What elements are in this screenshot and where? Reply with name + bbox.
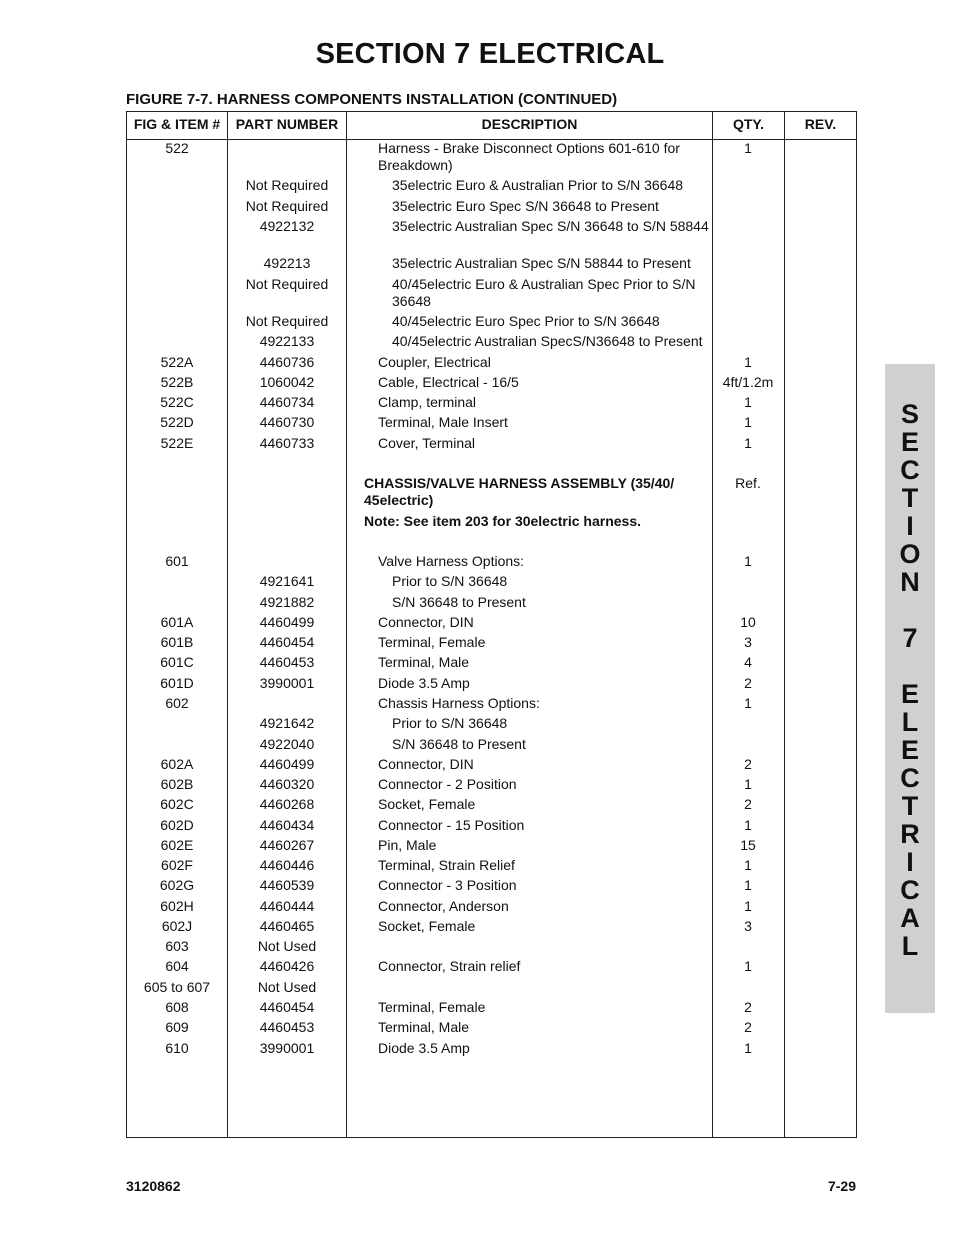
cell-part-number: 4460446	[259, 857, 315, 873]
cell-qty: 1	[744, 857, 752, 873]
cell-description: Terminal, Male	[378, 654, 470, 670]
column-divider	[346, 112, 347, 1137]
cell-part-number: 4460267	[259, 837, 315, 853]
cell-fig-item: 522B	[160, 374, 194, 390]
cell-description: Harness - Brake Disconnect Options 601-610 for Breakdown)	[378, 140, 680, 173]
section-tab-letter: C	[900, 763, 920, 793]
cell-qty: 3	[744, 634, 752, 650]
cell-description: Pin, Male	[378, 837, 437, 853]
section-tab-letter: T	[901, 791, 919, 821]
section-tab-letter: N	[900, 567, 920, 597]
cell-description: Diode 3.5 Amp	[378, 1040, 470, 1056]
cell-part-number: 4460499	[259, 614, 315, 630]
cell-part-number: 4460453	[259, 1019, 315, 1035]
cell-fig-item: 602B	[160, 776, 194, 792]
cell-description: Connector, Anderson	[378, 898, 509, 914]
column-divider	[784, 112, 785, 1137]
cell-part-number: 4460320	[259, 776, 315, 792]
cell-fig-item: 610	[165, 1040, 189, 1056]
cell-fig-item: 602C	[160, 796, 194, 812]
cell-fig-item: 608	[165, 999, 189, 1015]
cell-description: Cover, Terminal	[378, 435, 476, 451]
cell-qty: 2	[744, 1019, 752, 1035]
cell-description: S/N 36648 to Present	[392, 736, 526, 752]
cell-part-number: 4460454	[259, 999, 315, 1015]
cell-part-number: 4460734	[259, 394, 315, 410]
cell-fig-item: 602	[165, 695, 189, 711]
cell-part-number: 4922040	[259, 736, 315, 752]
cell-qty: 1	[744, 435, 752, 451]
cell-qty: 1	[744, 140, 752, 156]
cell-part-number: Not Required	[245, 177, 329, 193]
cell-part-number: 4921882	[259, 594, 315, 610]
cell-description: Terminal, Male	[378, 1019, 470, 1035]
cell-part-number: 4921641	[259, 573, 315, 589]
cell-part-number: 4921642	[259, 715, 315, 731]
cell-description: Terminal, Female	[378, 999, 486, 1015]
section-tab-letter: L	[901, 707, 919, 737]
cell-qty: 1	[744, 776, 752, 792]
cell-description: Valve Harness Options:	[378, 553, 525, 569]
cell-part-number: 4460426	[259, 958, 315, 974]
cell-part-number: 4460453	[259, 654, 315, 670]
cell-qty: 2	[744, 999, 752, 1015]
cell-description: 40/45electric Euro & Australian Spec Prior to S/N 36648	[392, 276, 696, 309]
cell-description: Terminal, Female	[378, 634, 486, 650]
cell-description: Socket, Female	[378, 796, 476, 812]
cell-qty: 2	[744, 756, 752, 772]
cell-description: 35electric Euro Spec S/N 36648 to Present	[392, 198, 659, 214]
cell-part-number: 4460499	[259, 756, 315, 772]
header-qty: QTY.	[732, 116, 765, 132]
cell-fig-item: 602F	[161, 857, 193, 873]
cell-qty: 2	[744, 675, 752, 691]
cell-part-number: 4460465	[259, 918, 315, 934]
section-tab-letter: 7	[902, 623, 918, 653]
cell-part-number: 4460444	[259, 898, 315, 914]
cell-fig-item: 602H	[160, 898, 194, 914]
cell-part-number: 4460268	[259, 796, 315, 812]
cell-fig-item: 603	[165, 938, 189, 954]
header-fig-item: FIG & ITEM #	[133, 116, 221, 132]
document-number: 3120862	[126, 1178, 181, 1194]
cell-part-number: 4460539	[259, 877, 315, 893]
cell-part-number: 4460733	[259, 435, 315, 451]
cell-fig-item: 602D	[160, 817, 194, 833]
figure-title: FIGURE 7-7. HARNESS COMPONENTS INSTALLATION (CONTINUED)	[126, 91, 618, 108]
cell-description: S/N 36648 to Present	[392, 594, 526, 610]
cell-description: 40/45electric Euro Spec Prior to S/N 36648	[392, 313, 660, 329]
section-tab-letter: I	[906, 847, 914, 877]
section-tab-letter	[885, 652, 935, 680]
cell-fig-item: 601D	[160, 675, 194, 691]
cell-fig-item: 604	[165, 958, 189, 974]
header-rev: REV.	[804, 116, 837, 132]
cell-qty: 1	[744, 394, 752, 410]
section-tab-letter: T	[901, 483, 919, 513]
cell-qty: 1	[744, 414, 752, 430]
cell-part-number: Not Used	[257, 938, 317, 954]
parts-table	[126, 111, 857, 1138]
cell-fig-item: 609	[165, 1019, 189, 1035]
cell-description: Chassis Harness Options:	[378, 695, 540, 711]
cell-fig-item: 522A	[160, 354, 194, 370]
cell-qty: 1	[744, 958, 752, 974]
cell-description: Connector - 2 Position	[378, 776, 517, 792]
cell-fig-item: 602E	[160, 837, 194, 853]
cell-part-number: 4460736	[259, 354, 315, 370]
section-tab-letter: R	[900, 819, 920, 849]
cell-part-number: 3990001	[259, 1040, 315, 1056]
cell-qty: 3	[744, 918, 752, 934]
cell-part-number: 492213	[263, 255, 311, 271]
cell-fig-item: 605 to 607	[143, 979, 211, 995]
cell-description: Diode 3.5 Amp	[378, 675, 470, 691]
page-number: 7-29	[827, 1178, 856, 1194]
cell-part-number: 4460434	[259, 817, 315, 833]
cell-part-number: 4922133	[259, 333, 315, 349]
cell-qty: 1	[744, 695, 752, 711]
cell-fig-item: 601A	[160, 614, 194, 630]
section-tab-letter: E	[900, 427, 919, 457]
cell-description: 35electric Euro & Australian Prior to S/N 36648	[392, 177, 684, 193]
table-header	[127, 112, 856, 140]
cell-part-number: Not Used	[257, 979, 317, 995]
cell-description: Note: See item 203 for 30electric harness.	[364, 513, 642, 529]
cell-part-number: Not Required	[245, 313, 329, 329]
section-tab-letter: O	[899, 539, 921, 569]
cell-qty: 15	[740, 837, 756, 853]
cell-qty: 10	[740, 614, 756, 630]
cell-part-number: 4460730	[259, 414, 315, 430]
cell-qty: 1	[744, 553, 752, 569]
cell-description: 35electric Australian Spec S/N 58844 to Present	[392, 255, 691, 271]
cell-description: 35electric Australian Spec S/N 36648 to S/N 58844	[392, 218, 709, 234]
section-tab-letter	[885, 596, 935, 624]
section-tab	[885, 364, 935, 1013]
cell-description: Cable, Electrical - 16/5	[378, 374, 519, 390]
cell-fig-item: 602J	[161, 918, 193, 934]
cell-qty: 1	[744, 354, 752, 370]
cell-qty: 4	[744, 654, 752, 670]
cell-part-number: 4460454	[259, 634, 315, 650]
cell-qty: Ref.	[735, 475, 761, 491]
cell-fig-item: 522E	[160, 435, 194, 451]
cell-description: Connector, DIN	[378, 614, 474, 630]
section-tab-label	[885, 400, 935, 960]
header-description: DESCRIPTION	[481, 116, 578, 132]
cell-qty: 1	[744, 877, 752, 893]
cell-description: Connector - 15 Position	[378, 817, 525, 833]
cell-description: Terminal, Male Insert	[378, 414, 508, 430]
cell-part-number: Not Required	[245, 198, 329, 214]
section-tab-letter: S	[900, 399, 919, 429]
cell-description: Connector, DIN	[378, 756, 474, 772]
section-tab-letter: A	[900, 903, 920, 933]
section-title: SECTION 7 ELECTRICAL	[315, 38, 665, 70]
cell-description: Prior to S/N 36648	[392, 715, 508, 731]
cell-qty: 1	[744, 898, 752, 914]
cell-fig-item: 601	[165, 553, 189, 569]
cell-fig-item: 601B	[160, 634, 194, 650]
section-tab-letter: C	[900, 875, 920, 905]
cell-qty: 1	[744, 817, 752, 833]
cell-part-number: 4922132	[259, 218, 315, 234]
section-tab-letter: I	[906, 511, 914, 541]
cell-description: Terminal, Strain Relief	[378, 857, 515, 873]
section-tab-letter: E	[900, 679, 919, 709]
cell-part-number: Not Required	[245, 276, 329, 292]
cell-description: Connector - 3 Position	[378, 877, 517, 893]
cell-description: 40/45electric Australian SpecS/N36648 to Present	[392, 333, 703, 349]
cell-description: Socket, Female	[378, 918, 476, 934]
section-tab-letter: L	[901, 931, 919, 961]
cell-description: CHASSIS/VALVE HARNESS ASSEMBLY (35/40/ 45electric)	[364, 475, 675, 508]
cell-qty: 1	[744, 1040, 752, 1056]
cell-fig-item: 522D	[160, 414, 194, 430]
cell-fig-item: 602G	[159, 877, 195, 893]
cell-part-number: 3990001	[259, 675, 315, 691]
cell-qty: 4ft/1.2m	[722, 374, 774, 390]
section-tab-letter: E	[900, 735, 919, 765]
cell-fig-item: 522	[165, 140, 189, 156]
cell-part-number: 1060042	[259, 374, 315, 390]
cell-description: Clamp, terminal	[378, 394, 477, 410]
cell-fig-item: 601C	[160, 654, 194, 670]
header-part-number: PART NUMBER	[235, 116, 339, 132]
cell-description: Coupler, Electrical	[378, 354, 491, 370]
cell-fig-item: 602A	[160, 756, 194, 772]
cell-qty: 2	[744, 796, 752, 812]
section-tab-letter: C	[900, 455, 920, 485]
cell-fig-item: 522C	[160, 394, 194, 410]
cell-description: Prior to S/N 36648	[392, 573, 508, 589]
cell-description: Connector, Strain relief	[378, 958, 521, 974]
